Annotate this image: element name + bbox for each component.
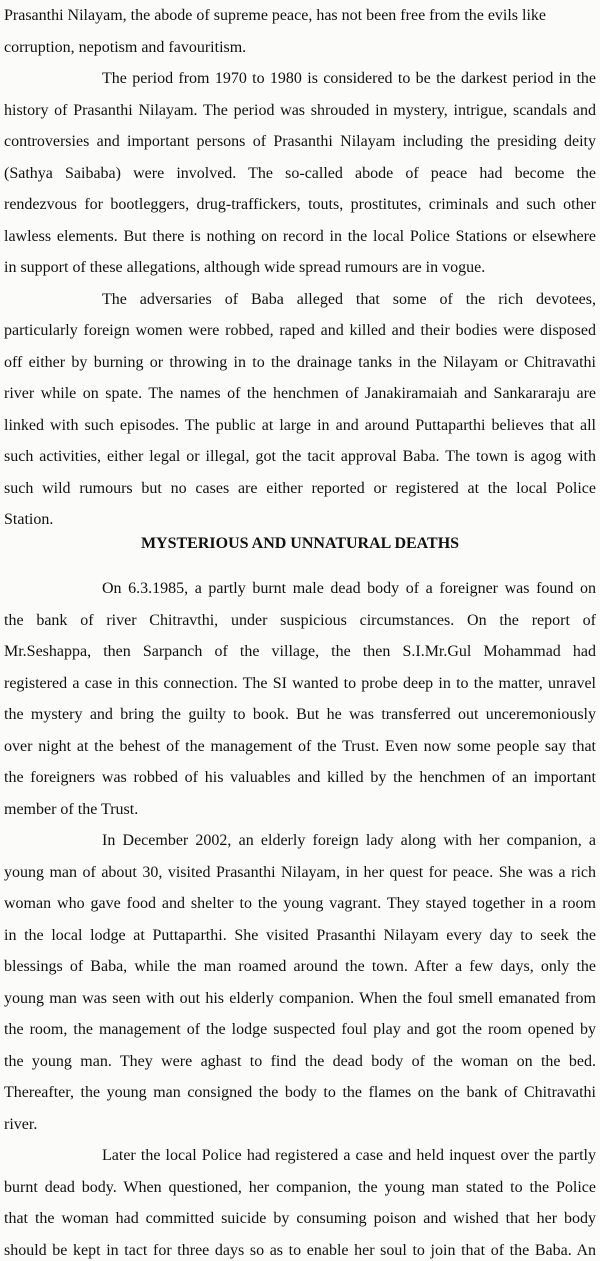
text-line: the mystery and bring the guilty to book. But he was transferred out unceremoniously: [4, 706, 596, 723]
text-line: such activities, either legal or illegal, got the tacit approval Baba. The town is agog with: [4, 448, 596, 465]
text-line: young man of about 30, visited Prasanthi Nilayam, in her quest for peace. She was a rich: [4, 864, 596, 881]
text-line: the room, the management of the lodge suspected foul play and got the room opened by: [4, 1021, 596, 1038]
text-line: particularly foreign women were robbed, raped and killed and their bodies were disposed: [4, 322, 596, 339]
text-line: should be kept in tact for three days so as to enable her soul to join that of the Baba. An: [4, 1242, 596, 1259]
text-line: linked with such episodes. The public at large in and around Puttaparthi believes that all: [4, 417, 596, 434]
text-line: young man was seen with out his elderly companion. When the foul smell emanated from: [4, 990, 596, 1007]
text-line: (Sathya Saibaba) were involved. The so-called abode of peace had become the: [4, 165, 596, 182]
text-line: On 6.3.1985, a partly burnt male dead body of a foreigner was found on: [102, 580, 596, 597]
text-line: The adversaries of Baba alleged that some of the rich devotees,: [102, 291, 596, 308]
text-line: burnt dead body. When questioned, her companion, the young man stated to the Police: [4, 1179, 596, 1196]
text-line: Later the local Police had registered a case and held inquest over the partly: [102, 1147, 596, 1164]
text-line: Thereafter, the young man consigned the body to the flames on the bank of Chitravathi: [4, 1084, 596, 1101]
text-line: that the woman had committed suicide by consuming poison and wished that her body: [4, 1210, 596, 1227]
text-line: the young man. They were aghast to find the dead body of the woman on the bed.: [4, 1053, 596, 1070]
text-line: the foreigners was robbed of his valuables and killed by the henchmen of an important: [4, 769, 596, 786]
text-line: over night at the behest of the management of the Trust. Even now some people say that: [4, 738, 596, 755]
text-line: blessings of Baba, while the man roamed around the town. After a few days, only the: [4, 958, 596, 975]
text-line: controversies and important persons of Prasanthi Nilayam including the presiding deity: [4, 133, 596, 150]
text-line: lawless elements. But there is nothing on record in the local Police Stations or elsewhere: [4, 228, 596, 245]
text-line: Prasanthi Nilayam, the abode of supreme peace, has not been free from the evils like: [4, 7, 547, 24]
text-line: river while on spate. The names of the henchmen of Janakiramaiah and Sankararaju are: [4, 385, 596, 402]
text-line: woman who gave food and shelter to the young vagrant. They stayed together in a room: [4, 895, 596, 912]
text-line: river.: [4, 1116, 38, 1133]
section-heading: MYSTERIOUS AND UNNATURAL DEATHS: [140, 535, 460, 552]
text-line: corruption, nepotism and favouritism.: [4, 39, 247, 56]
text-line: In December 2002, an elderly foreign lady along with her companion, a: [102, 832, 596, 849]
text-line: the bank of river Chitravthi, under suspicious circumstances. On the report of: [4, 612, 596, 629]
text-line: in the local lodge at Puttaparthi. She visited Prasanthi Nilayam every day to seek the: [4, 927, 596, 944]
text-line: Station.: [4, 511, 54, 528]
text-line: such wild rumours but no cases are either reported or registered at the local Police: [4, 480, 596, 497]
text-line: in support of these allegations, although wide spread rumours are in vogue.: [4, 259, 486, 276]
text-line: registered a case in this connection. The SI wanted to probe deep in to the matter, unravel: [4, 675, 596, 692]
text-line: history of Prasanthi Nilayam. The period was shrouded in mystery, intrigue, scandals and: [4, 102, 596, 119]
text-line: off either by burning or throwing in to the drainage tanks in the Nilayam or Chitravathi: [4, 354, 596, 371]
text-line: rendezvous for bootleggers, drug-traffickers, touts, prostitutes, criminals and such other: [4, 196, 596, 213]
text-line: member of the Trust.: [4, 801, 139, 818]
text-line: Mr.Seshappa, then Sarpanch of the village, the then S.I.Mr.Gul Mohammad had: [4, 643, 596, 660]
text-line: The period from 1970 to 1980 is considered to be the darkest period in the: [102, 70, 596, 87]
